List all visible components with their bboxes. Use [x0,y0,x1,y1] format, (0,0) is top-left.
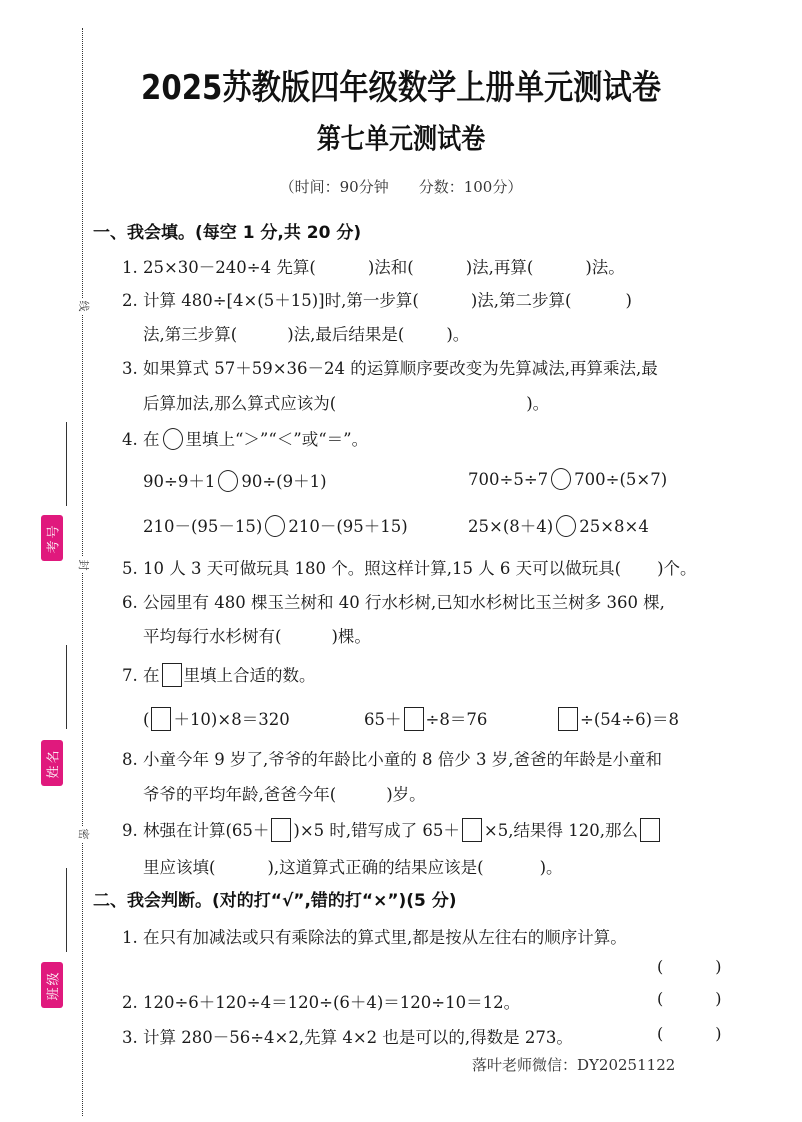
question-6-cont: 平均每行水杉树有( )棵。 [143,627,371,646]
fill-box[interactable] [271,818,291,842]
class-line[interactable] [66,868,67,952]
time-label: （时间：90分钟 [279,178,389,196]
compare-circle[interactable] [551,468,571,490]
compare-circle[interactable] [265,515,285,537]
judge-answer-3[interactable]: ( ) [657,1024,722,1043]
class-tag: 班级 [41,962,63,1008]
equation-2: 65＋ ÷8＝76 [364,706,487,731]
exam-number-tag: 考号 [41,515,63,561]
equation-3: ÷(54÷6)＝8 [556,706,679,731]
fill-box[interactable] [404,707,424,731]
box-icon [162,663,182,687]
judge-answer-1[interactable]: ( ) [657,957,722,976]
exam-number-line[interactable] [66,422,67,506]
compare-circle[interactable] [556,515,576,537]
question-8: 8. 小童今年 9 岁了,爷爷的年龄比小童的 8 倍少 3 岁,爸爸的年龄是小童和 [122,750,662,769]
question-2: 2. 计算 480÷[4×(5＋15)]时,第一步算( )法,第二步算( ) [122,291,632,310]
circle-icon [163,428,183,450]
judge-item-3: 3. 计算 280－56÷4×2,先算 4×2 也是可以的,得数是 273。 [122,1028,573,1047]
question-2-cont: 法,第三步算( )法,最后结果是( )。 [143,325,470,344]
exam-meta [0,176,802,197]
judge-item-2: 2. 120÷6＋120÷4＝120÷(6＋4)＝120÷10＝12。 [122,993,521,1012]
name-line[interactable] [66,645,67,729]
footer-contact: 落叶老师微信：DY20251122 [472,1056,676,1074]
question-4: 4. 在 里填上“＞”“＜”或“＝”。 [122,430,369,449]
question-3-cont: 后算加法,那么算式应该为( )。 [143,394,550,413]
fill-box[interactable] [462,818,482,842]
comparison-2: 700÷5÷7 700÷(5×7) [468,470,668,489]
question-7: 7. 在 里填上合适的数。 [122,662,316,687]
question-8-cont: 爷爷的平均年龄,爸爸今年( )岁。 [143,785,426,804]
binding-char-xian: 线 [76,298,90,314]
binding-char-mi: 密 [76,826,90,842]
page-subtitle: 第七单元测试卷 [316,122,486,155]
name-tag: 姓名 [41,740,63,786]
fill-box[interactable] [640,818,660,842]
section2-heading: 二、我会判断。(对的打“√”,错的打“×”)(5 分) [93,891,457,911]
judge-answer-2[interactable]: ( ) [657,989,722,1008]
question-5: 5. 10 人 3 天可做玩具 180 个。照这样计算,15 人 6 天可以做玩具( )个。 [122,559,697,578]
fill-box[interactable] [558,707,578,731]
section1-heading: 一、我会填。(每空 1 分,共 20 分) [93,223,362,243]
compare-circle[interactable] [218,470,238,492]
comparison-1: 90÷9＋1 90÷(9＋1) [143,472,327,491]
fill-box[interactable] [151,707,171,731]
binding-char-feng: 封 [76,557,90,573]
question-9: 9. 林强在计算(65＋ )×5 时,错写成了 65＋ ×5,结果得 120,那么 [122,817,662,842]
question-1: 1. 25×30－240÷4 先算( )法和( )法,再算( )法。 [122,258,625,277]
question-6: 6. 公园里有 480 棵玉兰树和 40 行水杉树,已知水杉树比玉兰树多 360 棵, [122,593,665,612]
comparison-4: 25×(8＋4) 25×8×4 [468,517,649,536]
score-label: 分数：100分） [418,178,523,196]
equation-1: ( ＋10)×8＝320 [143,706,290,731]
question-3: 3. 如果算式 57＋59×36－24 的运算顺序要改变为先算减法,再算乘法,最 [122,359,658,378]
question-9-cont: 里应该填( ),这道算式正确的结果应该是( )。 [143,858,563,877]
page-title: 2025苏教版四年级数学上册单元测试卷 [140,68,661,108]
comparison-3: 210－(95－15) 210－(95＋15) [143,517,408,536]
judge-item-1: 1. 在只有加减法或只有乘除法的算式里,都是按从左往右的顺序计算。 [122,928,627,947]
